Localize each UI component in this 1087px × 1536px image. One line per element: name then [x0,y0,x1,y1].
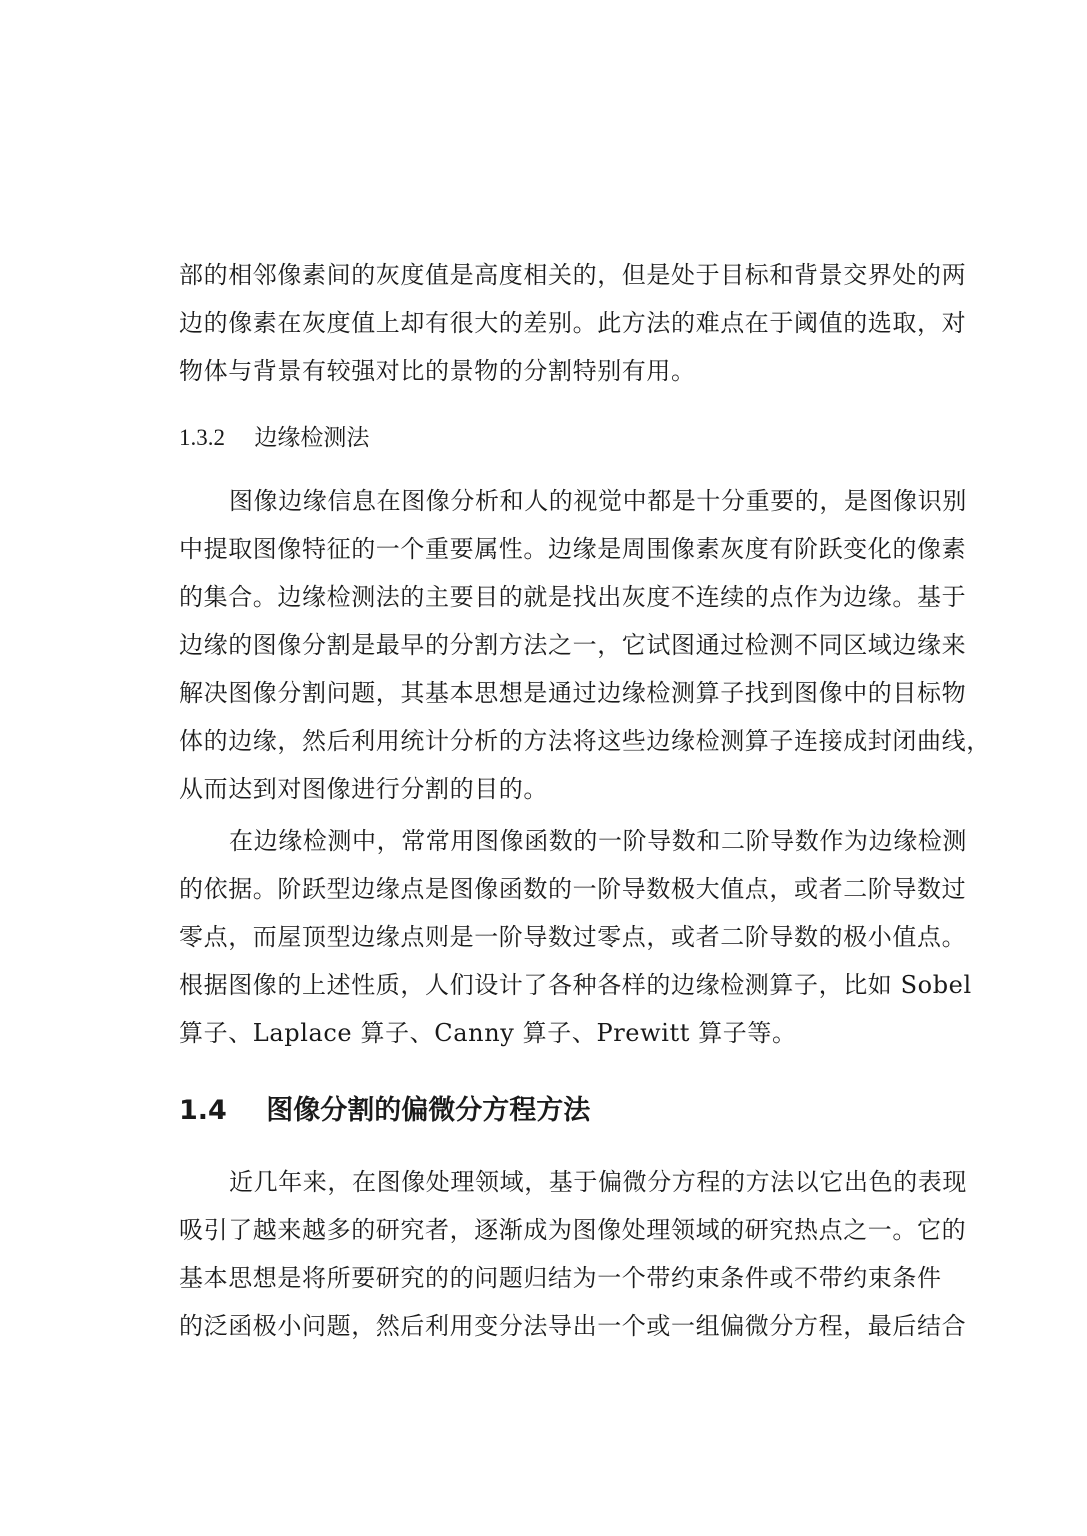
subsection-number: 1.3.2 [179,425,225,450]
section-title: 图像分割的偏微分方程方法 [266,1095,591,1126]
paragraph-line: 算子、Laplace 算子、Canny 算子、Prewitt 算子等。 [179,1019,797,1047]
section-number: 1.4 [179,1095,227,1126]
paragraph-line: 边的像素在灰度值上却有很大的差别。此方法的难点在于阈值的选取，对 [179,309,967,337]
paragraph-line: 解决图像分割问题，其基本思想是通过边缘检测算子找到图像中的目标物 [179,679,967,707]
paragraph-edge-detection-1 [179,477,991,813]
paragraph-line: 部的相邻像素间的灰度值是高度相关的，但是处于目标和背景交界处的两 [179,261,967,289]
paragraph-line: 中提取图像特征的一个重要属性。边缘是周围像素灰度有阶跃变化的像素 [179,535,967,563]
subsection-title: 边缘检测法 [254,425,370,451]
section-heading [179,1088,590,1134]
paragraph-line: 吸引了越来越多的研究者，逐渐成为图像处理领域的研究热点之一。它的 [179,1216,967,1244]
paragraph-intro [179,251,969,395]
subsection-heading [179,418,369,458]
paragraph-line: 的依据。阶跃型边缘点是图像函数的一阶导数极大值点，或者二阶导数过 [179,875,967,903]
paragraph-line: 的泛函极小问题，然后利用变分法导出一个或一组偏微分方程，最后结合 [179,1312,967,1340]
paragraph-line: 根据图像的上述性质，人们设计了各种各样的边缘检测算子，比如 Sobel [179,971,972,999]
paragraph-pde [179,1158,969,1350]
paragraph-line: 的集合。边缘检测法的主要目的就是找出灰度不连续的点作为边缘。基于 [179,583,967,611]
paragraph-line: 基本思想是将所要研究的的问题归结为一个带约束条件或不带约束条件 [179,1264,942,1292]
paragraph-line: 从而达到对图像进行分割的目的。 [179,775,548,803]
paragraph-line: 零点，而屋顶型边缘点则是一阶导数过零点，或者二阶导数的极小值点。 [179,923,967,951]
paragraph-line: 物体与背景有较强对比的景物的分割特别有用。 [179,357,696,385]
paragraph-line: 体的边缘，然后利用统计分析的方法将这些边缘检测算子连接成封闭曲线， [179,727,991,755]
paragraph-line: 在边缘检测中，常常用图像函数的一阶导数和二阶导数作为边缘检测 [229,827,967,855]
paragraph-line: 边缘的图像分割是最早的分割方法之一，它试图通过检测不同区域边缘来 [179,631,967,659]
paragraph-line: 近几年来，在图像处理领域，基于偏微分方程的方法以它出色的表现 [229,1168,967,1196]
paragraph-line: 图像边缘信息在图像分析和人的视觉中都是十分重要的，是图像识别 [229,487,967,515]
paragraph-edge-detection-2 [179,817,972,1057]
